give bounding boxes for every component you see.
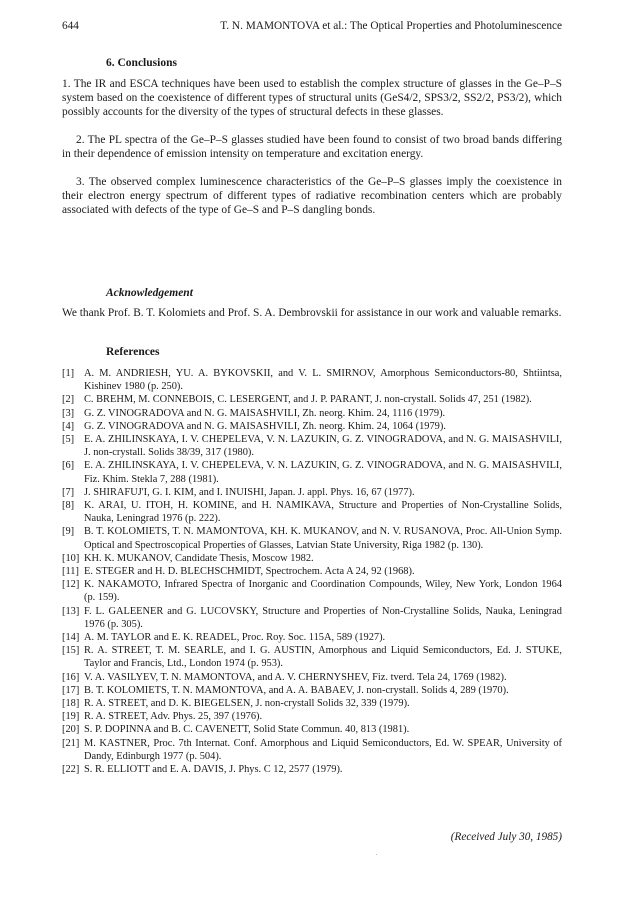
- reference-text: G. Z. VINOGRADOVA and N. G. MAISASHVILI, Zh. neorg. Khim. 24, 1116 (1979).: [84, 407, 446, 419]
- reference-item: [62, 723, 562, 736]
- reference-number: [16]: [62, 671, 80, 683]
- reference-text: B. T. KOLOMIETS, T. N. MAMONTOVA, and A. A. BABAEV, J. non-crystall. Solids 4, 289 (1970).: [84, 684, 509, 696]
- page-number: 644: [62, 20, 79, 32]
- reference-item: [62, 671, 562, 684]
- reference-number: [2]: [62, 394, 75, 406]
- reference-item: [62, 433, 562, 459]
- reference-number: [6]: [62, 460, 75, 472]
- reference-text: E. A. ZHILINSKAYA, I. V. CHEPELEVA, V. N. LAZUKIN, G. Z. VINOGRADOVA, and N. G. MAISASHVILI, J. non-crystall. Solids 38/39, 317 (1980).: [84, 434, 562, 459]
- page-header: [62, 20, 562, 34]
- reference-text: A. M. TAYLOR and E. K. READEL, Proc. Roy. Soc. 115A, 589 (1927).: [84, 632, 386, 644]
- reference-text: F. L. GALEENER and G. LUCOVSKY, Structure and Properties of Non-Crystalline Solids, Nauka, Leningrad 1976 (p. 305).: [84, 605, 562, 630]
- reference-item: [62, 393, 562, 406]
- reference-number: [1]: [62, 368, 75, 379]
- conclusions-heading: 6. Conclusions: [106, 57, 177, 69]
- reference-text: G. Z. VINOGRADOVA and N. G. MAISASHVILI, Zh. neorg. Khim. 24, 1064 (1979).: [84, 420, 446, 432]
- reference-number: [9]: [62, 526, 75, 538]
- reference-item: [62, 631, 562, 644]
- reference-item: [62, 459, 562, 485]
- reference-number: [11]: [62, 566, 79, 578]
- reference-item: [62, 737, 562, 763]
- reference-item: [62, 420, 562, 433]
- reference-text: K. ARAI, U. ITOH, H. KOMINE, and H. NAMIKAVA, Structure and Properties of Non-Crystalline Solids, Nauka, Leningrad 1976 (p. 222).: [84, 500, 562, 525]
- conclusion-paragraph-2: 2. The PL spectra of the Ge–P–S glasses studied have been found to consist of two broad bands differing in their dependence of emission intensity on temperature and excitation energy.: [62, 134, 562, 161]
- reference-text: B. T. KOLOMIETS, T. N. MAMONTOVA, KH. K. MUKANOV, and N. V. RUSANOVA, Proc. All-Union Symp. Optical and Spectroscopical Properties of Glasses, Latvian State University, Riga 1982 (p. 130).: [84, 526, 562, 551]
- reference-item: [62, 644, 562, 670]
- received-date: (Received July 30, 1985): [450, 831, 562, 843]
- reference-item: [62, 407, 562, 420]
- reference-text: R. A. STREET, Adv. Phys. 25, 397 (1976).: [84, 711, 263, 723]
- reference-text: C. BREHM, M. CONNEBOIS, C. LESERGENT, and J. P. PARANT, J. non-crystall. Solids 47, 251 (1982).: [84, 394, 532, 406]
- reference-number: [21]: [62, 737, 80, 749]
- reference-text: S. P. DOPINNA and B. C. CAVENETT, Solid State Commun. 40, 813 (1981).: [84, 724, 410, 736]
- reference-number: [5]: [62, 434, 75, 446]
- reference-item: [62, 486, 562, 499]
- reference-text: R. A. STREET, and D. K. BIEGELSEN, J. non-crystall Solids 32, 339 (1979).: [84, 698, 410, 710]
- reference-text: V. A. VASILYEV, T. N. MAMONTOVA, and A. V. CHERNYSHEV, Fiz. tverd. Tela 24, 1769 (1982).: [84, 671, 507, 683]
- reference-item: [62, 565, 562, 578]
- reference-text: J. SHIRAFUJ'I, G. I. KIM, and I. INUISHI, Japan. J. appl. Phys. 16, 67 (1977).: [84, 486, 415, 498]
- reference-item: [62, 763, 562, 776]
- reference-item: [62, 697, 562, 710]
- reference-item: [62, 710, 562, 723]
- reference-number: [14]: [62, 632, 80, 644]
- reference-number: [12]: [62, 579, 80, 591]
- reference-text: E. A. ZHILINSKAYA, I. V. CHEPELEVA, V. N. LAZUKIN, G. Z. VINOGRADOVA, and N. G. MAISASHVILI, Fiz. Khim. Stekla 7, 288 (1981).: [84, 460, 562, 485]
- reference-number: [19]: [62, 711, 80, 723]
- acknowledgement-text: We thank Prof. B. T. Kolomiets and Prof. S. A. Dembrovskii for assistance in our work and valuable remarks.: [62, 307, 562, 319]
- running-title: T. N. MAMONTOVA et al.: The Optical Properties and Photoluminescence: [220, 20, 562, 32]
- conclusion-paragraph-3: 3. The observed complex luminescence characteristics of the Ge–P–S glasses imply the coexistence in their electron energy spectrum of different types of radiative recombination centers which are probably associated with defects of the type of Ge–S and P–S dangling bonds.: [62, 176, 562, 217]
- reference-number: [7]: [62, 486, 75, 498]
- reference-number: [17]: [62, 684, 80, 696]
- reference-text: KH. K. MUKANOV, Candidate Thesis, Moscow 1982.: [84, 552, 314, 564]
- reference-number: [22]: [62, 764, 80, 776]
- references-heading: References: [106, 346, 160, 358]
- reference-text: R. A. STREET, T. M. SEARLE, and I. G. AUSTIN, Amorphous and Liquid Semiconductors, Ed. J. STUKE, Taylor and Francis, Ltd., London 1974 (p. 953).: [84, 645, 562, 670]
- reference-list: [62, 367, 562, 776]
- reference-number: [3]: [62, 407, 75, 419]
- reference-text: M. KASTNER, Proc. 7th Internat. Conf. Amorphous and Liquid Semiconductors, Ed. W. SPEAR, University of Dandy, Edinburgh 1977 (p. 504).: [84, 737, 562, 762]
- reference-item: [62, 684, 562, 697]
- reference-text: K. NAKAMOTO, Infrared Spectra of Inorganic and Coordination Compounds, Wiley, New York, London 1964 (p. 159).: [84, 579, 562, 604]
- reference-item: [62, 525, 562, 551]
- acknowledgement-heading: Acknowledgement: [106, 287, 193, 299]
- reference-number: [20]: [62, 724, 80, 736]
- reference-text: S. R. ELLIOTT and E. A. DAVIS, J. Phys. C 12, 2577 (1979).: [84, 764, 343, 776]
- reference-number: [4]: [62, 420, 75, 432]
- reference-number: [15]: [62, 645, 80, 657]
- reference-item: [62, 578, 562, 604]
- reference-number: [18]: [62, 698, 80, 710]
- reference-number: [10]: [62, 552, 80, 564]
- reference-item: [62, 367, 562, 393]
- reference-text: E. STEGER and H. D. BLECHSCHMIDT, Spectrochem. Acta A 24, 92 (1968).: [84, 566, 415, 578]
- reference-item: [62, 499, 562, 525]
- conclusion-paragraph-1: 1. The IR and ESCA techniques have been used to establish the complex structure of glasses in the Ge–P–S system based on the coexistence of different types of structural units (GeS4/2, SPS3/2, SS2/2, PS3/2), which possibly accounts for the diversity of the types of structural defects in these glasses.: [62, 78, 562, 119]
- reference-item: [62, 605, 562, 631]
- scan-speck: [376, 854, 377, 855]
- reference-number: [8]: [62, 500, 75, 512]
- reference-item: [62, 552, 562, 565]
- reference-text: A. M. ANDRIESH, YU. A. BYKOVSKII, and V. L. SMIRNOV, Amorphous Semiconductors-80, Shtiintsa, Kishinev 1980 (p. 250).: [84, 368, 562, 393]
- reference-number: [13]: [62, 605, 80, 617]
